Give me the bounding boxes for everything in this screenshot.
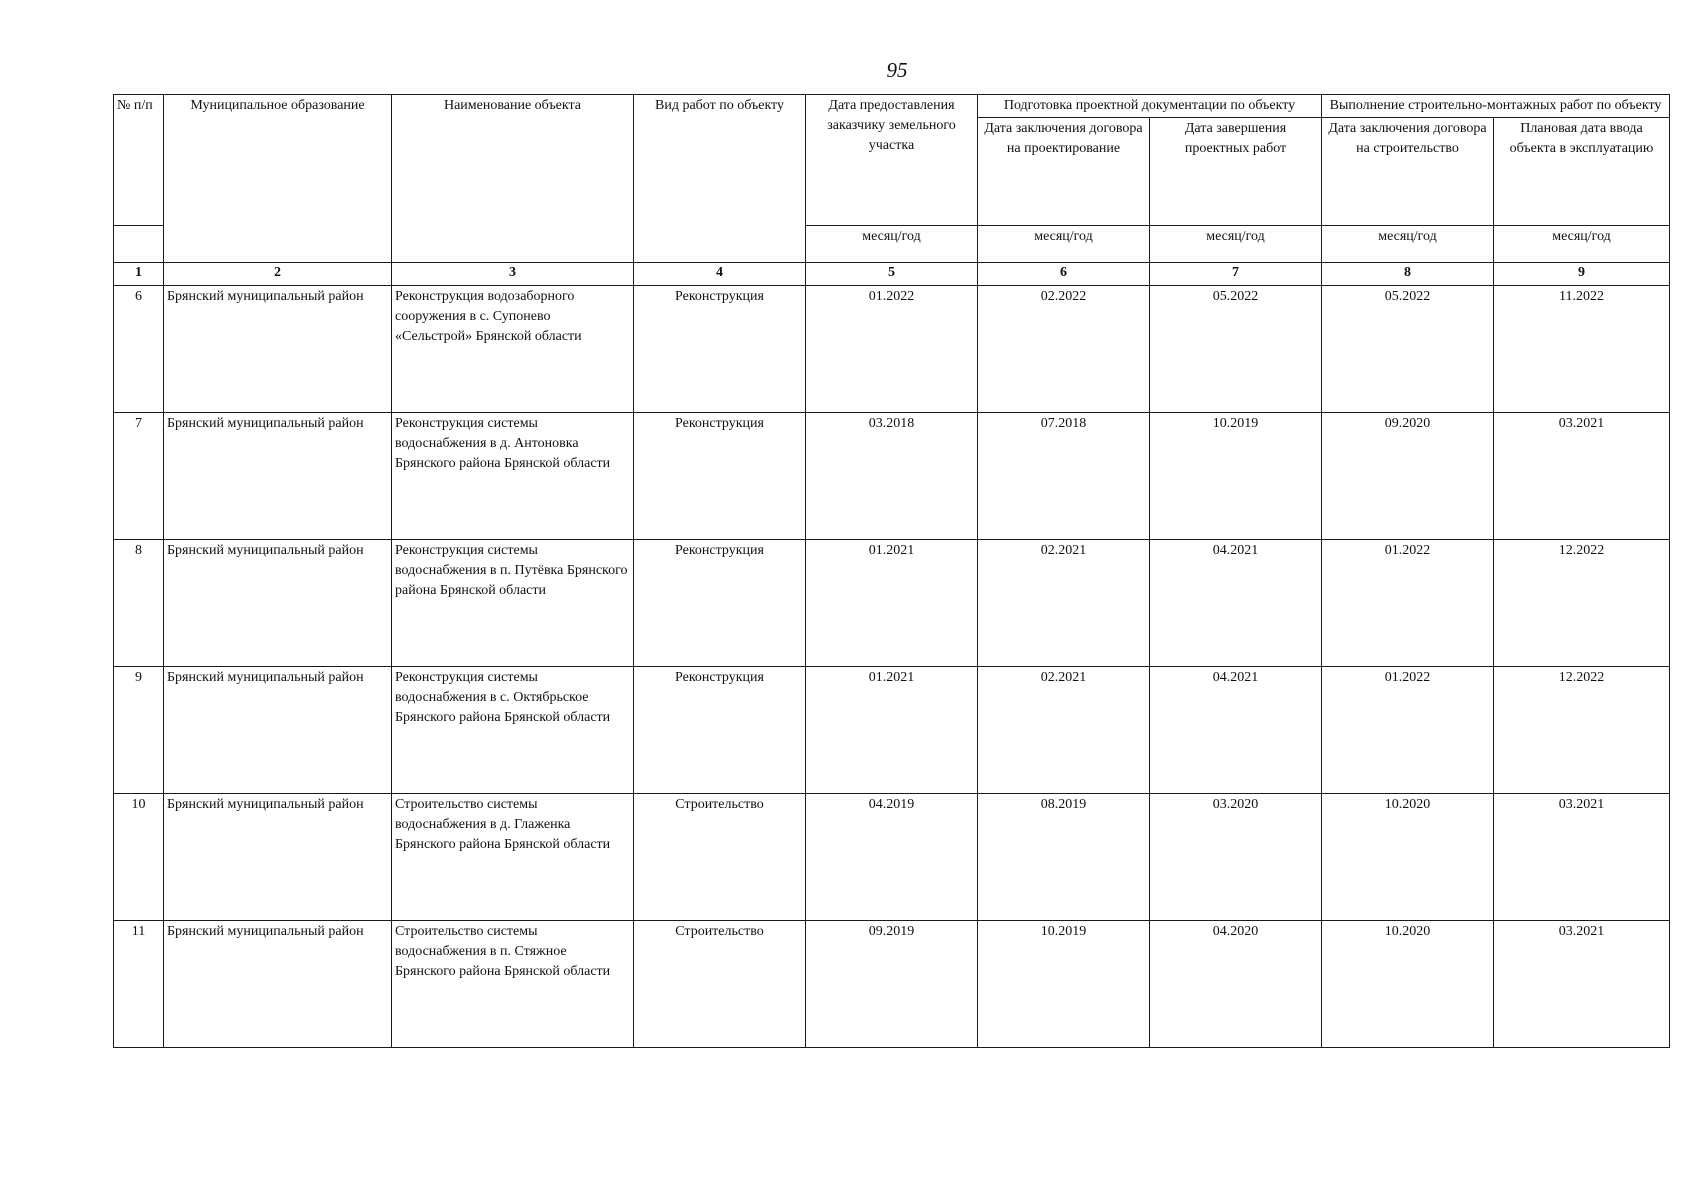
- commission-date-cell: 03.2021: [1494, 413, 1670, 540]
- header-num: № п/п: [114, 95, 164, 226]
- table-row: [114, 921, 1670, 1048]
- column-number: 5: [806, 263, 978, 286]
- table-row: [114, 286, 1670, 413]
- column-number: 4: [634, 263, 806, 286]
- commission-date-cell: 12.2022: [1494, 667, 1670, 794]
- header-work-type: Вид работ по объекту: [634, 95, 806, 263]
- land-date-cell: 03.2018: [806, 413, 978, 540]
- row-number: 10: [114, 794, 164, 921]
- unit-label-design-completion: месяц/год: [1150, 226, 1322, 263]
- work-type-cell: Реконструкция: [634, 540, 806, 667]
- table-row: [114, 794, 1670, 921]
- column-number: 6: [978, 263, 1150, 286]
- work-type-cell: Реконструкция: [634, 286, 806, 413]
- object-name-cell: Строительство системы водоснабжения в д. Глаженка Брянского района Брянской области: [392, 794, 634, 921]
- header-construction-group: Выполнение строительно-монтажных работ по объекту: [1322, 95, 1670, 118]
- design-contract-cell: 02.2022: [978, 286, 1150, 413]
- header-construction-contract-date: Дата заключения договора на строительство: [1322, 118, 1494, 226]
- unit-label-land-date: месяц/год: [806, 226, 978, 263]
- commission-date-cell: 11.2022: [1494, 286, 1670, 413]
- construction-contract-cell: 10.2020: [1322, 921, 1494, 1048]
- object-name-cell: Реконструкция системы водоснабжения в д. Антоновка Брянского района Брянской области: [392, 413, 634, 540]
- table-header: [114, 95, 1670, 286]
- row-number: 7: [114, 413, 164, 540]
- row-number: 9: [114, 667, 164, 794]
- design-contract-cell: 02.2021: [978, 540, 1150, 667]
- design-contract-cell: 10.2019: [978, 921, 1150, 1048]
- header-planned-commission-date: Плановая дата ввода объекта в эксплуатацию: [1494, 118, 1670, 226]
- commission-date-cell: 03.2021: [1494, 794, 1670, 921]
- construction-contract-cell: 01.2022: [1322, 667, 1494, 794]
- design-contract-cell: 02.2021: [978, 667, 1150, 794]
- design-completion-cell: 04.2020: [1150, 921, 1322, 1048]
- land-date-cell: 01.2021: [806, 667, 978, 794]
- row-number: 11: [114, 921, 164, 1048]
- column-number: 3: [392, 263, 634, 286]
- header-municipality: Муниципальное образование: [164, 95, 392, 263]
- design-contract-cell: 08.2019: [978, 794, 1150, 921]
- design-completion-cell: 10.2019: [1150, 413, 1322, 540]
- work-type-cell: Строительство: [634, 921, 806, 1048]
- table-row: [114, 667, 1670, 794]
- header-design-group: Подготовка проектной документации по объекту: [978, 95, 1322, 118]
- land-date-cell: 04.2019: [806, 794, 978, 921]
- design-contract-cell: 07.2018: [978, 413, 1150, 540]
- header-object-name: Наименование объекта: [392, 95, 634, 263]
- commission-date-cell: 12.2022: [1494, 540, 1670, 667]
- column-number: 2: [164, 263, 392, 286]
- construction-contract-cell: 01.2022: [1322, 540, 1494, 667]
- municipality-cell: Брянский муниципальный район: [164, 540, 392, 667]
- design-completion-cell: 04.2021: [1150, 540, 1322, 667]
- construction-contract-cell: 10.2020: [1322, 794, 1494, 921]
- design-completion-cell: 05.2022: [1150, 286, 1322, 413]
- work-type-cell: Реконструкция: [634, 413, 806, 540]
- column-number: 1: [114, 263, 164, 286]
- land-date-cell: 01.2022: [806, 286, 978, 413]
- unit-label-commission: месяц/год: [1494, 226, 1670, 263]
- row-number: 6: [114, 286, 164, 413]
- design-completion-cell: 04.2021: [1150, 667, 1322, 794]
- work-type-cell: Реконструкция: [634, 667, 806, 794]
- header-design-completion-date: Дата завершения проектных работ: [1150, 118, 1322, 226]
- table-row: [114, 540, 1670, 667]
- design-completion-cell: 03.2020: [1150, 794, 1322, 921]
- municipality-cell: Брянский муниципальный район: [164, 286, 392, 413]
- land-date-cell: 01.2021: [806, 540, 978, 667]
- header-design-contract-date: Дата заключения договора на проектирование: [978, 118, 1150, 226]
- unit-label-construction-contract: месяц/год: [1322, 226, 1494, 263]
- municipality-cell: Брянский муниципальный район: [164, 921, 392, 1048]
- construction-contract-cell: 09.2020: [1322, 413, 1494, 540]
- work-type-cell: Строительство: [634, 794, 806, 921]
- row-number: 8: [114, 540, 164, 667]
- table-body: [114, 286, 1670, 1048]
- header-num-blank: [114, 226, 164, 263]
- header-land-date: Дата предоставления заказчику земельного участка: [806, 95, 978, 226]
- object-name-cell: Реконструкция системы водоснабжения в с. Октябрьское Брянского района Брянской области: [392, 667, 634, 794]
- column-number: 9: [1494, 263, 1670, 286]
- page-number: 95: [886, 58, 908, 82]
- object-name-cell: Реконструкция водозаборного сооружения в с. Супонево «Сельстрой» Брянской области: [392, 286, 634, 413]
- object-name-cell: Строительство системы водоснабжения в п. Стяжное Брянского района Брянской области: [392, 921, 634, 1048]
- commission-date-cell: 03.2021: [1494, 921, 1670, 1048]
- column-number: 7: [1150, 263, 1322, 286]
- object-name-cell: Реконструкция системы водоснабжения в п. Путёвка Брянского района Брянской области: [392, 540, 634, 667]
- schedule-table: [113, 94, 1670, 1048]
- municipality-cell: Брянский муниципальный район: [164, 413, 392, 540]
- unit-label-design-contract: месяц/год: [978, 226, 1150, 263]
- table-row: [114, 413, 1670, 540]
- construction-contract-cell: 05.2022: [1322, 286, 1494, 413]
- column-number: 8: [1322, 263, 1494, 286]
- municipality-cell: Брянский муниципальный район: [164, 667, 392, 794]
- municipality-cell: Брянский муниципальный район: [164, 794, 392, 921]
- land-date-cell: 09.2019: [806, 921, 978, 1048]
